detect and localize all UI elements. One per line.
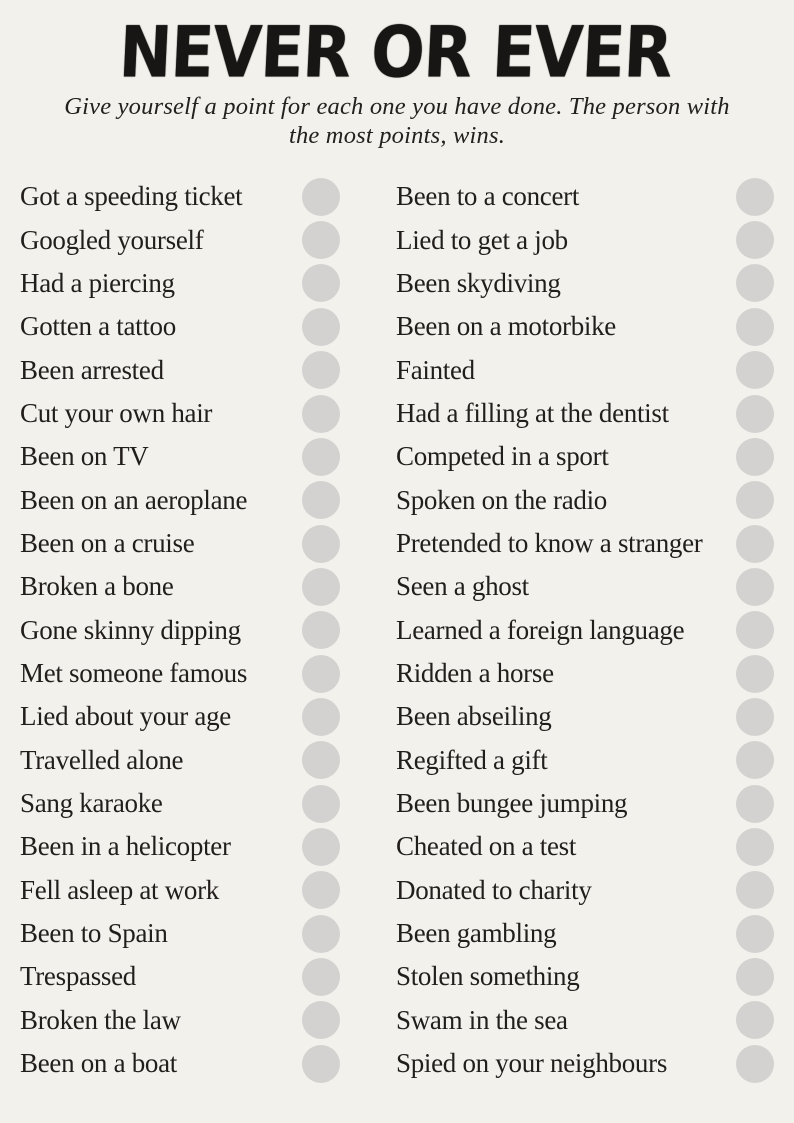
list-item — [396, 218, 774, 261]
list-item — [20, 782, 340, 825]
item-label: Been on a motorbike — [396, 311, 616, 342]
item-label: Been on a boat — [20, 1048, 177, 1079]
point-circle[interactable] — [736, 221, 774, 259]
item-label: Lied to get a job — [396, 224, 568, 255]
item-label: Ridden a horse — [396, 658, 554, 689]
point-circle[interactable] — [302, 308, 340, 346]
point-circle[interactable] — [302, 655, 340, 693]
point-circle[interactable] — [736, 871, 774, 909]
item-label: Trespassed — [20, 961, 137, 992]
list-item — [20, 348, 340, 391]
list-item — [20, 739, 340, 782]
point-circle[interactable] — [302, 481, 340, 519]
list-item — [396, 825, 774, 868]
point-circle[interactable] — [736, 698, 774, 736]
item-label: Cheated on a test — [396, 831, 577, 862]
point-circle[interactable] — [736, 1045, 774, 1083]
point-circle[interactable] — [736, 308, 774, 346]
point-circle[interactable] — [736, 915, 774, 953]
item-label: Fainted — [396, 354, 475, 385]
point-circle[interactable] — [736, 958, 774, 996]
list-item — [20, 435, 340, 478]
list-item — [396, 175, 774, 218]
list-item — [20, 609, 340, 652]
list-item — [396, 262, 774, 305]
instructions-line-2: the most points, wins. — [288, 122, 506, 150]
item-label: Had a piercing — [20, 267, 175, 298]
list-item — [20, 955, 340, 998]
item-label: Been on TV — [20, 441, 149, 472]
list-item — [20, 305, 340, 348]
item-label: Been gambling — [396, 918, 557, 949]
list-item — [396, 652, 774, 695]
item-label: Been skydiving — [396, 267, 561, 298]
item-label: Been on a cruise — [20, 528, 195, 559]
item-label: Travelled alone — [20, 744, 184, 775]
point-circle[interactable] — [302, 525, 340, 563]
item-label: Been in a helicopter — [20, 831, 231, 862]
point-circle[interactable] — [736, 264, 774, 302]
list-item — [396, 435, 774, 478]
item-label: Been arrested — [20, 354, 164, 385]
item-label: Broken the law — [20, 1004, 181, 1035]
point-circle[interactable] — [302, 785, 340, 823]
point-circle[interactable] — [736, 568, 774, 606]
point-circle[interactable] — [302, 1001, 340, 1039]
list-item — [396, 695, 774, 738]
list-item — [396, 782, 774, 825]
header — [0, 0, 794, 151]
item-label: Sang karaoke — [20, 788, 163, 819]
list-item — [20, 825, 340, 868]
point-circle[interactable] — [302, 221, 340, 259]
item-label: Got a speeding ticket — [20, 181, 243, 212]
instructions-line-1: Give yourself a point for each one you have done. The person with — [64, 93, 730, 121]
point-circle[interactable] — [736, 828, 774, 866]
list-item — [20, 392, 340, 435]
item-label: Swam in the sea — [396, 1004, 568, 1035]
point-circle[interactable] — [302, 178, 340, 216]
point-circle[interactable] — [736, 655, 774, 693]
point-circle[interactable] — [302, 611, 340, 649]
point-circle[interactable] — [736, 611, 774, 649]
item-label: Been to a concert — [396, 181, 580, 212]
list-item — [20, 262, 340, 305]
item-label: Competed in a sport — [396, 441, 609, 472]
point-circle[interactable] — [302, 351, 340, 389]
list-item — [20, 1042, 340, 1085]
item-label: Seen a ghost — [396, 571, 529, 602]
point-circle[interactable] — [736, 525, 774, 563]
list-item — [396, 955, 774, 998]
item-label: Been on an aeroplane — [20, 484, 248, 515]
list-item — [396, 565, 774, 608]
item-label: Met someone famous — [20, 658, 248, 689]
list-item — [20, 652, 340, 695]
point-circle[interactable] — [302, 395, 340, 433]
point-circle[interactable] — [736, 741, 774, 779]
item-label: Gone skinny dipping — [20, 614, 241, 645]
point-circle[interactable] — [302, 568, 340, 606]
point-circle[interactable] — [736, 395, 774, 433]
items-list — [0, 175, 794, 1085]
item-label: Spoken on the radio — [396, 484, 608, 515]
point-circle[interactable] — [736, 785, 774, 823]
list-item — [20, 218, 340, 261]
point-circle[interactable] — [736, 178, 774, 216]
point-circle[interactable] — [302, 1045, 340, 1083]
list-item — [20, 565, 340, 608]
list-item — [396, 305, 774, 348]
list-item — [396, 739, 774, 782]
item-label: Been bungee jumping — [396, 788, 628, 819]
list-item — [396, 392, 774, 435]
item-label: Gotten a tattoo — [20, 311, 176, 342]
left-column — [20, 175, 340, 1085]
list-item — [20, 479, 340, 522]
item-label: Broken a bone — [20, 571, 174, 602]
list-item — [396, 912, 774, 955]
item-label: Lied about your age — [20, 701, 231, 732]
item-label: Stolen something — [396, 961, 580, 992]
list-item — [20, 522, 340, 565]
list-item — [396, 609, 774, 652]
instructions — [0, 93, 794, 151]
item-label: Fell asleep at work — [20, 874, 219, 905]
point-circle[interactable] — [736, 351, 774, 389]
list-item — [20, 869, 340, 912]
point-circle[interactable] — [736, 438, 774, 476]
item-label: Learned a foreign language — [396, 614, 685, 645]
item-label: Been to Spain — [20, 918, 168, 949]
list-item — [396, 869, 774, 912]
list-item — [396, 1042, 774, 1085]
list-item — [20, 695, 340, 738]
point-circle[interactable] — [302, 958, 340, 996]
item-label: Regifted a gift — [396, 744, 548, 775]
point-circle[interactable] — [302, 915, 340, 953]
item-label: Pretended to know a stranger — [396, 528, 703, 559]
item-label: Googled yourself — [20, 224, 204, 255]
item-label: Been abseiling — [396, 701, 552, 732]
right-column — [396, 175, 774, 1085]
point-circle[interactable] — [302, 871, 340, 909]
point-circle[interactable] — [302, 264, 340, 302]
item-label: Spied on your neighbours — [396, 1048, 668, 1079]
list-item — [20, 175, 340, 218]
point-circle[interactable] — [302, 438, 340, 476]
list-item — [396, 348, 774, 391]
list-item — [396, 522, 774, 565]
point-circle[interactable] — [736, 1001, 774, 1039]
item-label: Had a filling at the dentist — [396, 398, 669, 428]
list-item — [20, 999, 340, 1042]
point-circle[interactable] — [736, 481, 774, 519]
page-title: NEVER OR EVER — [117, 11, 674, 94]
item-label: Cut your own hair — [20, 398, 213, 428]
point-circle[interactable] — [302, 741, 340, 779]
list-item — [396, 479, 774, 522]
point-circle[interactable] — [302, 698, 340, 736]
item-label: Donated to charity — [396, 874, 592, 905]
list-item — [396, 999, 774, 1042]
list-item — [20, 912, 340, 955]
point-circle[interactable] — [302, 828, 340, 866]
